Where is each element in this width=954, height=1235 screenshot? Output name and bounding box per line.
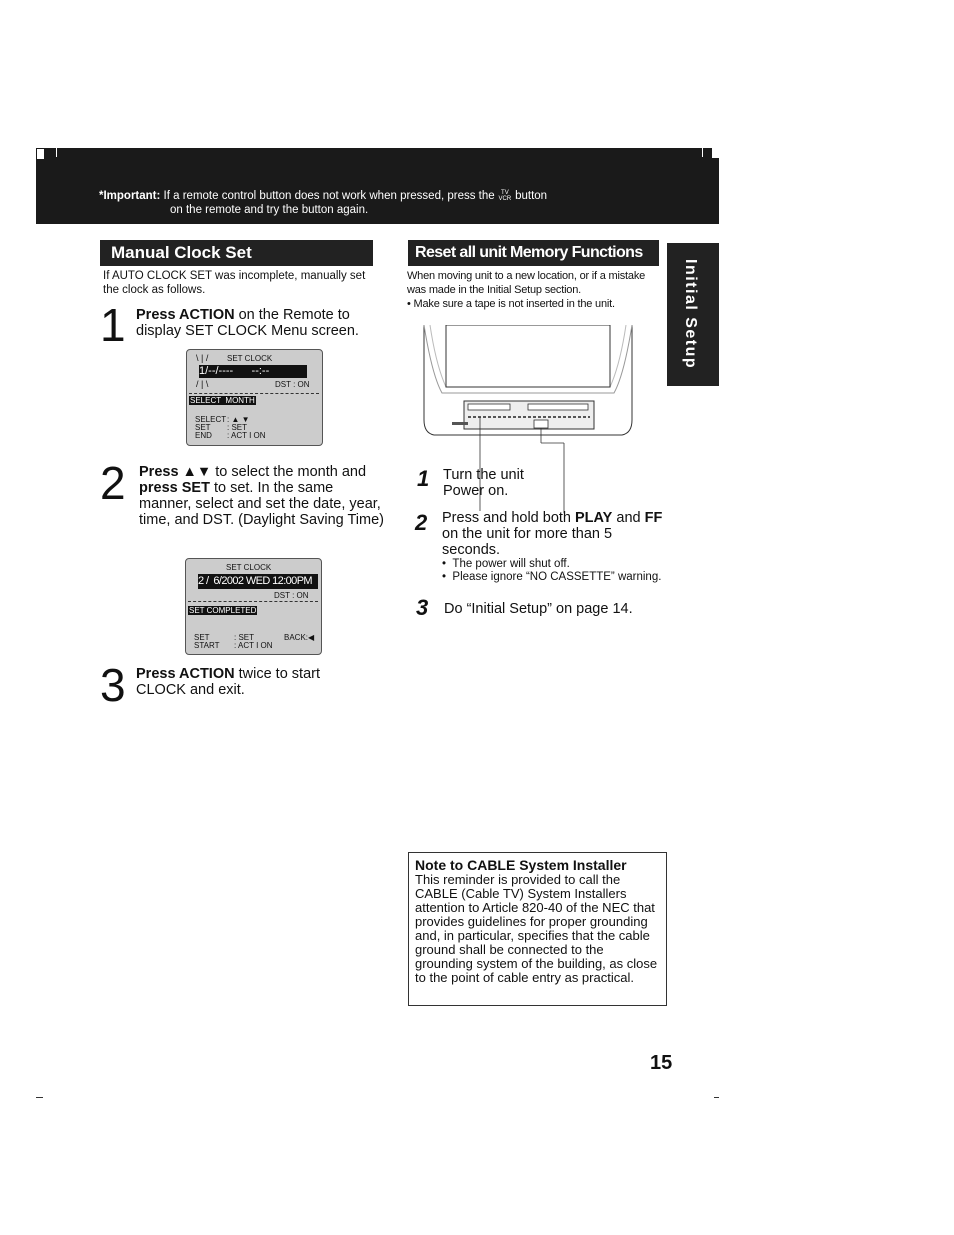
step-3-text: Press ACTION twice to start CLOCK and exit. bbox=[136, 666, 320, 698]
set-clock-screen-2 bbox=[185, 558, 322, 655]
divider bbox=[189, 393, 319, 394]
screen-row-value: : SET bbox=[234, 633, 255, 642]
screen-title: SET CLOCK bbox=[226, 563, 272, 572]
crop-mark-bottom-left bbox=[36, 1097, 43, 1098]
screen-row-value: : ACT I ON bbox=[227, 431, 266, 440]
reset-step-2-text: Press and hold both PLAY and FF on the unit for more than 5 seconds. bbox=[442, 510, 663, 558]
screen-row-key: START bbox=[194, 641, 220, 650]
crop-mark bbox=[56, 148, 57, 157]
important-text-line2: on the remote and try the button again. bbox=[170, 204, 369, 216]
important-label: *Important: bbox=[99, 190, 161, 202]
screen-row-key: SET bbox=[194, 633, 210, 642]
crop-mark bbox=[36, 148, 45, 160]
date-display: 2 / 6/2002 WED 12:00PM bbox=[198, 574, 318, 589]
blink-marks: / | \ bbox=[196, 379, 209, 389]
screen-row-key: END bbox=[195, 431, 212, 440]
screen-row-value: : SET bbox=[227, 423, 248, 432]
reset-tape-note: • Make sure a tape is not inserted in the unit. bbox=[407, 298, 615, 310]
blink-marks: \ | / bbox=[196, 353, 209, 363]
screen-row-key: SET bbox=[195, 423, 211, 432]
dst-status: DST : ON bbox=[275, 380, 310, 389]
select-month-bar: SELECT MONTH bbox=[190, 396, 255, 405]
screen-row-key: SELECT bbox=[195, 415, 227, 424]
reset-intro: When moving unit to a new location, or if a mistake was made in the Initial Setup section. bbox=[407, 270, 646, 296]
step-1-text: Press ACTION on the Remote to display SET CLOCK Menu screen. bbox=[136, 307, 359, 339]
crop-mark-bottom-right bbox=[714, 1097, 719, 1098]
date-display: 1/--/---- --:-- bbox=[199, 365, 307, 378]
note-title: Note to CABLE System Installer bbox=[415, 857, 627, 873]
side-tab-label: Initial Setup bbox=[682, 259, 699, 370]
step-2-number: 2 bbox=[100, 457, 126, 509]
important-note bbox=[99, 189, 619, 217]
tv-vcr-button-icon: TV VCR bbox=[498, 189, 512, 202]
screen-row-value: : ACT I ON bbox=[234, 641, 273, 650]
reset-heading: Reset all unit Memory Functions bbox=[408, 240, 659, 266]
reset-step-3-number: 3 bbox=[416, 595, 429, 620]
important-button-word: button bbox=[515, 190, 548, 202]
reset-step-1-text: Turn the unit Power on. bbox=[443, 467, 524, 499]
reset-bullet-1: • The power will shut off. bbox=[442, 558, 570, 570]
reset-step-2-number: 2 bbox=[415, 510, 428, 535]
dst-status: DST : ON bbox=[274, 591, 309, 600]
set-clock-screen-1 bbox=[186, 349, 323, 446]
reset-step-3-text: Do “Initial Setup” on page 14. bbox=[444, 601, 633, 617]
back-label: BACK:◀ bbox=[284, 633, 315, 642]
divider bbox=[188, 601, 318, 602]
initial-setup-tab bbox=[667, 243, 719, 386]
note-body: This reminder is provided to call the CABLE (Cable TV) System Installers attention to Article 820-40 of the NEC that provides guidelines for proper grounding and, in particular, specifies that the cable ground shall be connected to the grounding system of the building, as close to the point of cable entry as practical. bbox=[415, 872, 658, 985]
step-1-number: 1 bbox=[100, 299, 126, 351]
step-2-text: Press ▲▼ to select the month and press SET to set. In the same manner, select and set the date, year, time, and DST. (Daylight Saving Time) bbox=[139, 464, 384, 528]
step-3-number: 3 bbox=[100, 659, 126, 711]
screen-title: SET CLOCK bbox=[227, 354, 273, 363]
set-completed-bar: SET COMPLETED bbox=[189, 606, 257, 615]
crop-mark bbox=[712, 148, 719, 158]
page-number: 15 bbox=[650, 1052, 673, 1074]
screen-row-value: : ▲ ▼ bbox=[227, 415, 250, 424]
manual-clock-intro: If AUTO CLOCK SET was incomplete, manually set the clock as follows. bbox=[103, 270, 366, 296]
reset-step-1-number: 1 bbox=[417, 466, 430, 491]
crop-mark bbox=[702, 148, 703, 157]
manual-clock-heading: Manual Clock Set bbox=[100, 240, 373, 266]
reset-bullet-2: • Please ignore “NO CASSETTE” warning. bbox=[442, 571, 662, 583]
cable-installer-note bbox=[408, 852, 667, 1006]
important-text: If a remote control button does not work when pressed, press the bbox=[163, 190, 495, 202]
